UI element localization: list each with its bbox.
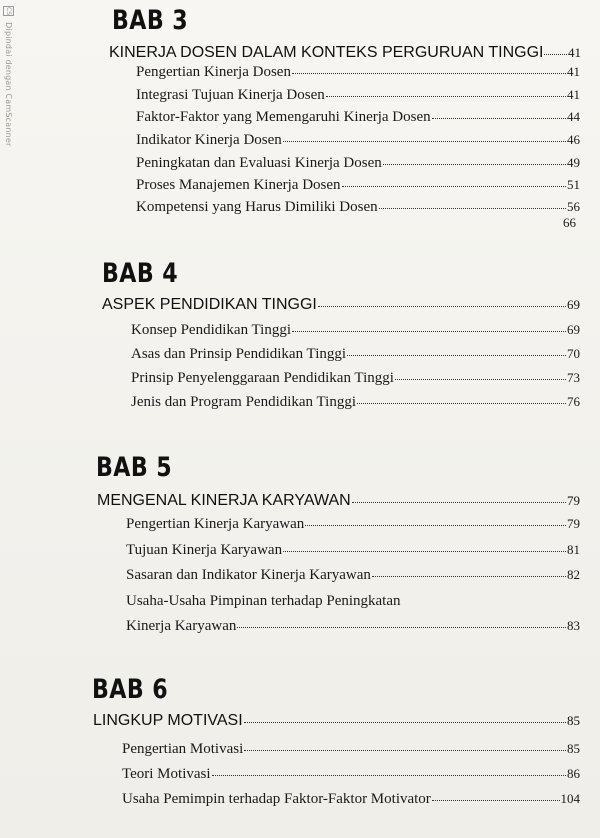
toc-entry[interactable] — [131, 370, 580, 387]
chapter-title-row[interactable] — [93, 712, 580, 730]
entry-title: Peningkatan dan Evaluasi Kinerja Dosen — [136, 155, 382, 171]
toc-entry[interactable] — [136, 199, 580, 216]
leader-dots — [212, 775, 566, 776]
chapter-title-row[interactable] — [97, 492, 580, 510]
toc-entry[interactable] — [136, 132, 580, 149]
leader-dots — [432, 118, 566, 119]
page-number: 41 — [567, 64, 580, 79]
leader-dots — [244, 750, 566, 751]
page-number: 73 — [567, 370, 580, 385]
page-number: 51 — [567, 177, 580, 192]
page-number: 44 — [567, 109, 580, 124]
entry-title: Kompetensi yang Harus Dimiliki Dosen — [136, 199, 378, 215]
chapter-number: BAB 4 — [102, 258, 179, 289]
toc-entry[interactable] — [126, 567, 580, 584]
entry-title: Proses Manajemen Kinerja Dosen — [136, 177, 341, 193]
page-number: 85 — [567, 713, 580, 728]
leader-dots — [292, 331, 566, 332]
leader-dots — [432, 800, 560, 801]
camscanner-logo-icon: CS — [5, 7, 12, 16]
toc-entry[interactable] — [126, 516, 580, 533]
entry-title: Pengertian Kinerja Karyawan — [126, 516, 305, 532]
page-number: 81 — [567, 542, 580, 557]
chapter-title: MENGENAL KINERJA KARYAWAN — [97, 492, 351, 509]
entry-title: Asas dan Prinsip Pendidikan Tinggi — [131, 346, 347, 362]
chapter-title: KINERJA DOSEN DALAM KONTEKS PERGURUAN TINGGI — [109, 44, 544, 61]
camscanner-watermark — [2, 6, 14, 176]
leader-dots — [292, 73, 566, 74]
page-number: 46 — [567, 132, 580, 147]
page-number: 41 — [567, 87, 580, 102]
page-number: 79 — [567, 493, 580, 508]
entry-title: Prinsip Penyelenggaraan Pendidikan Tinggi — [131, 370, 394, 386]
chapter-number: BAB 5 — [96, 452, 173, 483]
toc-entry[interactable] — [136, 177, 580, 194]
leader-dots — [283, 551, 566, 552]
watermark-text: Dipindai dengan CamScanner — [4, 22, 13, 147]
chapter-title-row[interactable] — [109, 44, 581, 62]
entry-title: Usaha Pemimpin terhadap Faktor-Faktor Motivator — [122, 791, 431, 807]
page-number: 49 — [567, 155, 580, 170]
leader-dots — [379, 208, 566, 209]
toc-entry[interactable] — [122, 766, 580, 783]
entry-title: Tujuan Kinerja Karyawan — [126, 542, 283, 558]
leader-dots — [347, 355, 566, 356]
entry-title: Jenis dan Program Pendidikan Tinggi — [131, 394, 357, 410]
page-number: 82 — [567, 567, 580, 582]
entry-title: Indikator Kinerja Dosen — [136, 132, 282, 148]
entry-title-line1[interactable]: Usaha-Usaha Pimpinan terhadap Peningkatan — [126, 593, 401, 609]
page-number: 79 — [567, 516, 580, 531]
page-number: 70 — [567, 346, 580, 361]
entry-title-line2: Kinerja Karyawan — [126, 618, 237, 634]
leader-dots — [395, 379, 566, 380]
toc-entry[interactable] — [122, 791, 580, 808]
entry-title: Sasaran dan Indikator Kinerja Karyawan — [126, 567, 371, 583]
toc-entry[interactable] — [131, 394, 580, 411]
page-number: 66 — [563, 215, 576, 230]
toc-entry[interactable] — [136, 109, 580, 126]
chapter-number: BAB 6 — [92, 674, 169, 705]
page-number: 86 — [567, 766, 580, 781]
page-number: 104 — [560, 791, 580, 806]
leader-dots — [383, 164, 566, 165]
chapter-title-row[interactable] — [102, 296, 580, 314]
entry-title: Integrasi Tujuan Kinerja Dosen — [136, 87, 325, 103]
chapter-title: ASPEK PENDIDIKAN TINGGI — [102, 296, 317, 313]
chapter-title: LINGKUP MOTIVASI — [93, 712, 243, 729]
entry-title: Konsep Pendidikan Tinggi — [131, 322, 292, 338]
leader-dots — [305, 525, 566, 526]
leader-dots — [326, 96, 566, 97]
page-number: 76 — [567, 394, 580, 409]
leader-dots — [352, 502, 566, 503]
toc-entry[interactable] — [136, 64, 580, 81]
entry-title: Faktor-Faktor yang Memengaruhi Kinerja Dosen — [136, 109, 431, 125]
page-number: 69 — [567, 297, 580, 312]
leader-dots — [318, 306, 566, 307]
toc-entry[interactable] — [122, 741, 580, 758]
leader-dots — [237, 627, 566, 628]
leader-dots — [372, 576, 566, 577]
leader-dots — [244, 722, 566, 723]
page-number: 69 — [567, 322, 580, 337]
chapter-number: BAB 3 — [112, 5, 189, 36]
entry-title: Pengertian Motivasi — [122, 741, 244, 757]
toc-entry[interactable] — [126, 542, 580, 559]
entry-title: Pengertian Kinerja Dosen — [136, 64, 291, 80]
page-number: 85 — [567, 741, 580, 756]
toc-entry[interactable] — [131, 322, 580, 339]
page-number: 41 — [568, 45, 581, 60]
toc-entry[interactable] — [126, 618, 580, 635]
leader-dots — [544, 54, 567, 55]
toc-entry[interactable] — [136, 155, 580, 172]
toc-entry[interactable] — [131, 346, 580, 363]
toc-entry[interactable] — [136, 87, 580, 104]
leader-dots — [283, 141, 566, 142]
page-number: 56 — [567, 199, 580, 214]
page-number: 83 — [567, 618, 580, 633]
leader-dots — [342, 186, 566, 187]
entry-title: Teori Motivasi — [122, 766, 211, 782]
leader-dots — [357, 403, 566, 404]
